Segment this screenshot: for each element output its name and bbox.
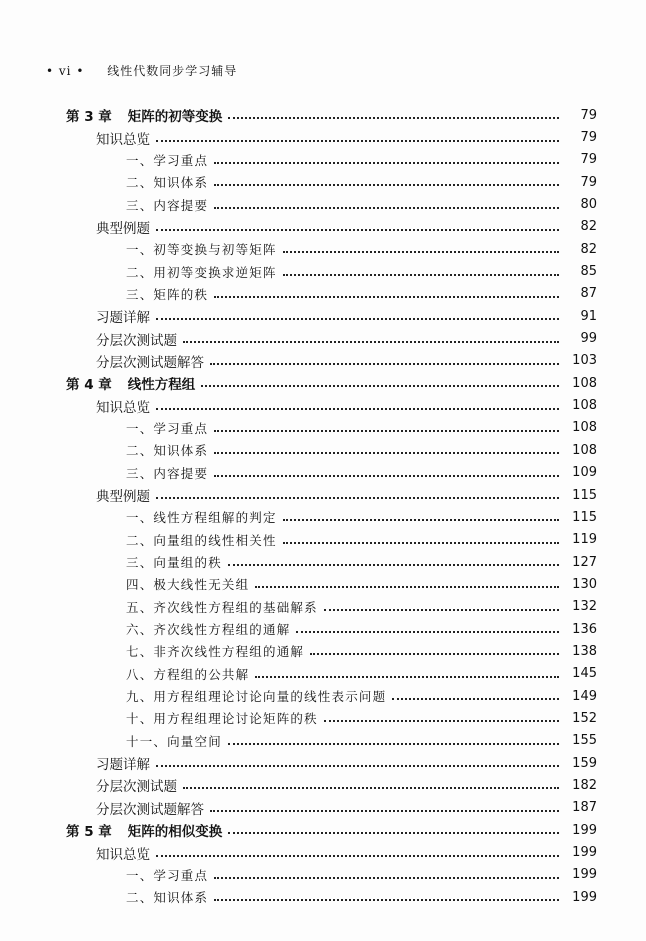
toc-subsection-entry [0,886,646,908]
toc-entry-title: 知识总览 [96,131,150,148]
table-of-contents [0,104,646,908]
toc-dot-leader [283,274,559,276]
toc-page-number: 79 [580,107,597,123]
toc-subsection-entry [0,573,646,595]
toc-entry-title: 分层次测试题 [96,779,177,796]
toc-entry-title: 三、矩阵的秩 [126,286,209,302]
toc-chapter-entry [0,372,646,394]
toc-dot-leader [214,207,559,209]
toc-page-number: 103 [572,353,597,369]
toc-page-number: 108 [572,398,597,414]
toc-subsection-entry [0,529,646,551]
toc-page-number: 79 [580,174,597,190]
toc-subsection-entry [0,417,646,439]
toc-section-entry [0,350,646,372]
toc-dot-leader [228,743,559,745]
toc-entry-title: 知识总览 [96,846,150,863]
toc-entry-title: 二、知识体系 [126,443,209,459]
toc-entry-title: 习题详解 [96,310,150,327]
toc-section-entry [0,126,646,148]
toc-section-entry [0,797,646,819]
toc-dot-leader [156,229,559,231]
toc-entry-title: 习题详解 [96,757,150,774]
toc-page-number: 108 [572,442,597,458]
toc-page-number: 155 [572,733,597,749]
toc-chapter-number: 第 3 章 [66,109,112,126]
toc-dot-leader [214,430,559,432]
toc-entry-title: 矩阵的相似变换 [127,824,223,841]
toc-dot-leader [183,787,559,789]
toc-dot-leader [228,832,559,834]
toc-page-number: 82 [580,241,597,257]
toc-subsection-entry [0,193,646,215]
toc-entry-title: 一、初等变换与初等矩阵 [126,242,277,258]
toc-subsection-entry [0,707,646,729]
toc-entry-title: 矩阵的初等变换 [127,109,223,126]
toc-page-number: 119 [572,532,597,548]
toc-page-number: 108 [572,420,597,436]
toc-subsection-entry [0,663,646,685]
toc-subsection-entry [0,439,646,461]
toc-dot-leader [183,341,559,343]
toc-entry-title: 线性方程组 [127,377,196,394]
toc-section-entry [0,841,646,863]
toc-entry-title: 十、用方程组理论讨论矩阵的秩 [126,711,318,727]
toc-subsection-entry [0,685,646,707]
toc-page-number: 82 [580,219,597,235]
toc-entry-title: 三、向量组的秩 [126,555,222,571]
toc-subsection-entry [0,238,646,260]
toc-dot-leader [283,542,559,544]
toc-subsection-entry [0,618,646,640]
toc-chapter-number: 第 5 章 [66,824,112,841]
toc-entry-title: 一、线性方程组解的判定 [126,510,277,526]
toc-section-entry [0,484,646,506]
toc-section-entry [0,327,646,349]
toc-dot-leader [255,586,559,588]
toc-dot-leader [156,408,559,410]
toc-page-number: 108 [572,375,597,391]
toc-page-number: 138 [572,643,597,659]
toc-dot-leader [296,631,559,633]
toc-entry-title: 十一、向量空间 [126,733,222,749]
toc-dot-leader [324,720,559,722]
toc-dot-leader [214,899,559,901]
toc-subsection-entry [0,596,646,618]
toc-dot-leader [283,519,559,521]
toc-entry-title: 二、向量组的线性相关性 [126,532,277,548]
toc-dot-leader [283,251,559,253]
toc-entry-title: 三、内容提要 [126,197,209,213]
running-header [46,62,237,79]
toc-section-entry [0,394,646,416]
toc-subsection-entry [0,283,646,305]
toc-page-number: 159 [572,755,597,771]
toc-dot-leader [214,296,559,298]
toc-entry-title: 典型例题 [96,489,150,506]
toc-page-number: 199 [572,889,597,905]
toc-entry-title: 典型例题 [96,220,150,237]
toc-page-number: 115 [572,509,597,525]
toc-dot-leader [210,810,559,812]
toc-page-number: 85 [580,264,597,280]
toc-subsection-entry [0,640,646,662]
toc-dot-leader [228,117,559,119]
toc-entry-title: 知识总览 [96,399,150,416]
toc-page-number: 145 [572,666,597,682]
toc-entry-title: 二、知识体系 [126,890,209,906]
toc-dot-leader [156,318,559,320]
toc-page-number: 152 [572,710,597,726]
toc-entry-title: 一、学习重点 [126,867,209,883]
toc-page-number: 115 [572,487,597,503]
toc-dot-leader [214,452,559,454]
toc-dot-leader [156,765,559,767]
toc-page-number: 130 [572,576,597,592]
toc-page-number: 91 [580,308,597,324]
toc-subsection-entry [0,730,646,752]
toc-subsection-entry [0,506,646,528]
toc-page-number: 199 [572,867,597,883]
toc-subsection-entry [0,171,646,193]
toc-subsection-entry [0,149,646,171]
toc-section-entry [0,216,646,238]
toc-page-number: 182 [572,777,597,793]
toc-chapter-number: 第 4 章 [66,377,112,394]
toc-page-number: 136 [572,621,597,637]
toc-dot-leader [310,653,559,655]
toc-page-number: 127 [572,554,597,570]
toc-entry-title: 五、齐次线性方程组的基础解系 [126,599,318,615]
toc-subsection-entry [0,260,646,282]
toc-dot-leader [156,140,559,142]
toc-page-number: 79 [580,130,597,146]
toc-entry-title: 二、用初等变换求逆矩阵 [126,264,277,280]
toc-entry-title: 七、非齐次线性方程组的通解 [126,644,305,660]
toc-entry-title: 二、知识体系 [126,175,209,191]
toc-dot-leader [201,385,559,387]
toc-dot-leader [214,877,559,879]
toc-entry-title: 六、齐次线性方程组的通解 [126,622,291,638]
toc-page-number: 132 [572,599,597,615]
toc-subsection-entry [0,551,646,573]
toc-entry-title: 四、极大线性无关组 [126,577,250,593]
toc-page-number: 109 [572,465,597,481]
toc-dot-leader [156,497,559,499]
toc-page-number: 99 [580,331,597,347]
toc-page-number: 187 [572,800,597,816]
toc-entry-title: 分层次测试题解答 [96,354,204,371]
toc-entry-title: 八、方程组的公共解 [126,666,250,682]
toc-dot-leader [214,184,559,186]
toc-page-number: 199 [572,822,597,838]
toc-chapter-entry [0,819,646,841]
toc-dot-leader [228,564,559,566]
toc-dot-leader [210,363,559,365]
toc-subsection-entry [0,462,646,484]
page-folio: • vi • [46,64,85,78]
toc-section-entry [0,774,646,796]
toc-dot-leader [156,855,559,857]
toc-entry-title: 一、学习重点 [126,152,209,168]
toc-page-number: 199 [572,845,597,861]
toc-entry-title: 九、用方程组理论讨论向量的线性表示问题 [126,689,387,705]
toc-dot-leader [324,609,559,611]
toc-section-entry [0,305,646,327]
toc-page-number: 87 [580,286,597,302]
toc-entry-title: 三、内容提要 [126,465,209,481]
toc-entry-title: 分层次测试题 [96,332,177,349]
book-title: 线性代数同步学习辅导 [107,64,238,78]
toc-chapter-entry [0,104,646,126]
toc-dot-leader [214,162,559,164]
toc-dot-leader [255,676,559,678]
toc-section-entry [0,752,646,774]
toc-page-number: 79 [580,152,597,168]
toc-page-number: 149 [572,688,597,704]
toc-subsection-entry [0,864,646,886]
toc-entry-title: 一、学习重点 [126,420,209,436]
toc-dot-leader [214,475,559,477]
toc-page-number: 80 [580,197,597,213]
toc-entry-title: 分层次测试题解答 [96,801,204,818]
toc-dot-leader [392,698,559,700]
